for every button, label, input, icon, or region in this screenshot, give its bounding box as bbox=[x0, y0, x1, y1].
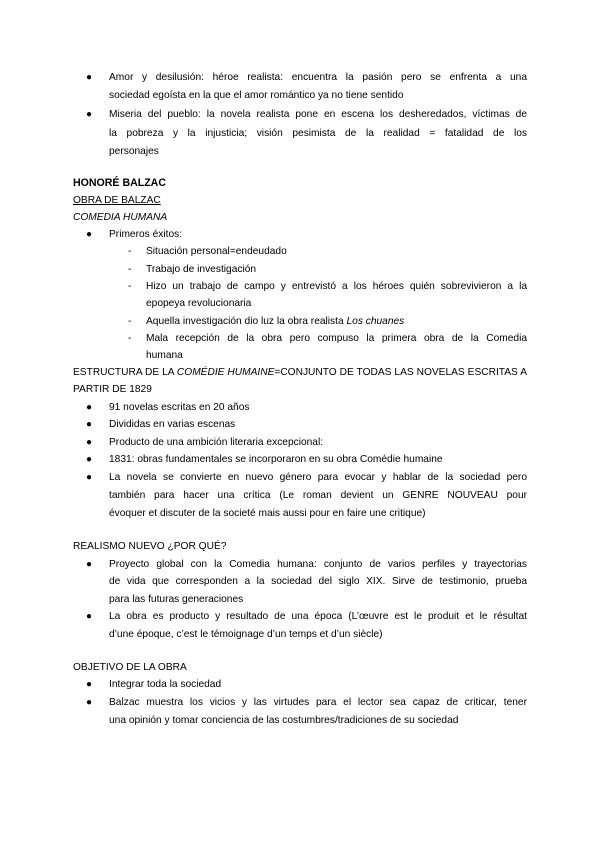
text-line: Trabajo de investigación bbox=[146, 264, 257, 275]
text-line: Mala recepción de la obra pero compuso la primera obra de la Comedia bbox=[146, 333, 527, 344]
italic-title: Los chuanes bbox=[346, 316, 405, 327]
text-line: Miseria del pueblo: la novela realista pone en escena los desheredados, víctimas de bbox=[109, 109, 527, 120]
bullet-dot: ● bbox=[86, 229, 93, 240]
text-line: Integrar toda la sociedad bbox=[109, 679, 222, 690]
dash-marker: - bbox=[128, 316, 132, 327]
text-line: Divididas en varias escenas bbox=[109, 419, 236, 430]
text-line: humana bbox=[146, 350, 183, 361]
text-line: La obra es producto y resultado de una época (L’œuvre est le produit et le résultat bbox=[109, 611, 527, 622]
text-line: Balzac muestra los vicios y las virtudes para el lector sea capaz de criticar, tener bbox=[109, 697, 527, 708]
heading-comedia: COMEDIA HUMANA bbox=[73, 212, 168, 223]
bullet-dot: ● bbox=[86, 402, 93, 413]
text-line: Proyecto global con la Comedia humana: conjunto de varios perfiles y trayectorias bbox=[109, 559, 527, 570]
text-line: Situación personal=endeudado bbox=[146, 246, 287, 257]
text-line: d’une époque, c’est le témoignage d’un temps et d’un siècle) bbox=[109, 629, 383, 640]
text-line: epopeya revolucionaria bbox=[146, 298, 252, 309]
bullet-dot: ● bbox=[86, 679, 93, 690]
text-line: 91 novelas escritas en 20 años bbox=[109, 402, 250, 413]
text-line: personajes bbox=[109, 146, 159, 157]
dash-marker: - bbox=[128, 246, 132, 257]
text-line bbox=[146, 315, 404, 328]
text-line: Hizo un trabajo de campo y entrevistó a los héroes quién sobrevivieron a la bbox=[146, 281, 527, 292]
dash-marker: - bbox=[128, 281, 132, 292]
bullet-dot: ● bbox=[86, 559, 93, 570]
text-line: Amor y desilusión: héroe realista: encuentra la pasión pero se enfrenta a una bbox=[109, 72, 527, 83]
text-line: para las futuras generaciones bbox=[109, 594, 244, 605]
bullet-dot: ● bbox=[86, 472, 93, 483]
text-span: Aquella investigación dio luz la obra realista bbox=[146, 316, 347, 327]
heading-estructura bbox=[73, 366, 527, 379]
text-line: évoquer et discuter de la societé mais aussi pour en faire une critique) bbox=[109, 508, 426, 519]
bullet-dot: ● bbox=[86, 437, 93, 448]
bullet-dot: ● bbox=[86, 697, 93, 708]
heading-author: HONORÉ BALZAC bbox=[73, 177, 166, 189]
text-line: una opinión y tomar conciencia de las costumbres/tradiciones de su sociedad bbox=[109, 715, 459, 726]
dash-marker: - bbox=[128, 264, 132, 275]
bullet-dot: ● bbox=[86, 109, 93, 120]
text-line: 1831: obras fundamentales se incorporaron en su obra Comédie humaine bbox=[109, 454, 443, 465]
text-line: también para hacer una crítica (Le roman devient un GENRE NOUVEAU pour bbox=[109, 490, 527, 501]
text-line: Producto de una ambición literaria excepcional: bbox=[109, 437, 324, 448]
bullet-dot: ● bbox=[86, 611, 93, 622]
heading-obra: OBRA DE BALZAC bbox=[73, 195, 161, 206]
text-line: la pobreza y la injusticia; visión pesimista de la realidad = fatalidad de los bbox=[109, 128, 527, 139]
italic-title: COMÉDIE HUMAINE bbox=[176, 367, 275, 378]
text-line: PARTIR DE 1829 bbox=[73, 384, 152, 395]
bullet-dot: ● bbox=[86, 419, 93, 430]
bullet-dot: ● bbox=[86, 72, 93, 83]
text-line: La novela se convierte en nuevo género para evocar y hablar de la sociedad pero bbox=[109, 472, 527, 483]
dash-marker: - bbox=[128, 333, 132, 344]
text-span: ESTRUCTURA DE LA bbox=[73, 367, 177, 378]
text-line: sociedad egoísta en la que el amor romántico ya no tiene sentido bbox=[109, 90, 404, 101]
heading-realismo: REALISMO NUEVO ¿POR QUÉ? bbox=[73, 541, 227, 552]
text-line: de vida que corresponden a la sociedad del siglo XIX. Sirve de testimonio, prueba bbox=[109, 576, 527, 587]
heading-objetivo: OBJETIVO DE LA OBRA bbox=[73, 662, 187, 673]
text-span: =CONJUNTO DE TODAS LAS NOVELAS ESCRITAS A bbox=[274, 367, 527, 378]
bullet-dot: ● bbox=[86, 454, 93, 465]
text-line: Primeros éxitos: bbox=[109, 229, 183, 240]
